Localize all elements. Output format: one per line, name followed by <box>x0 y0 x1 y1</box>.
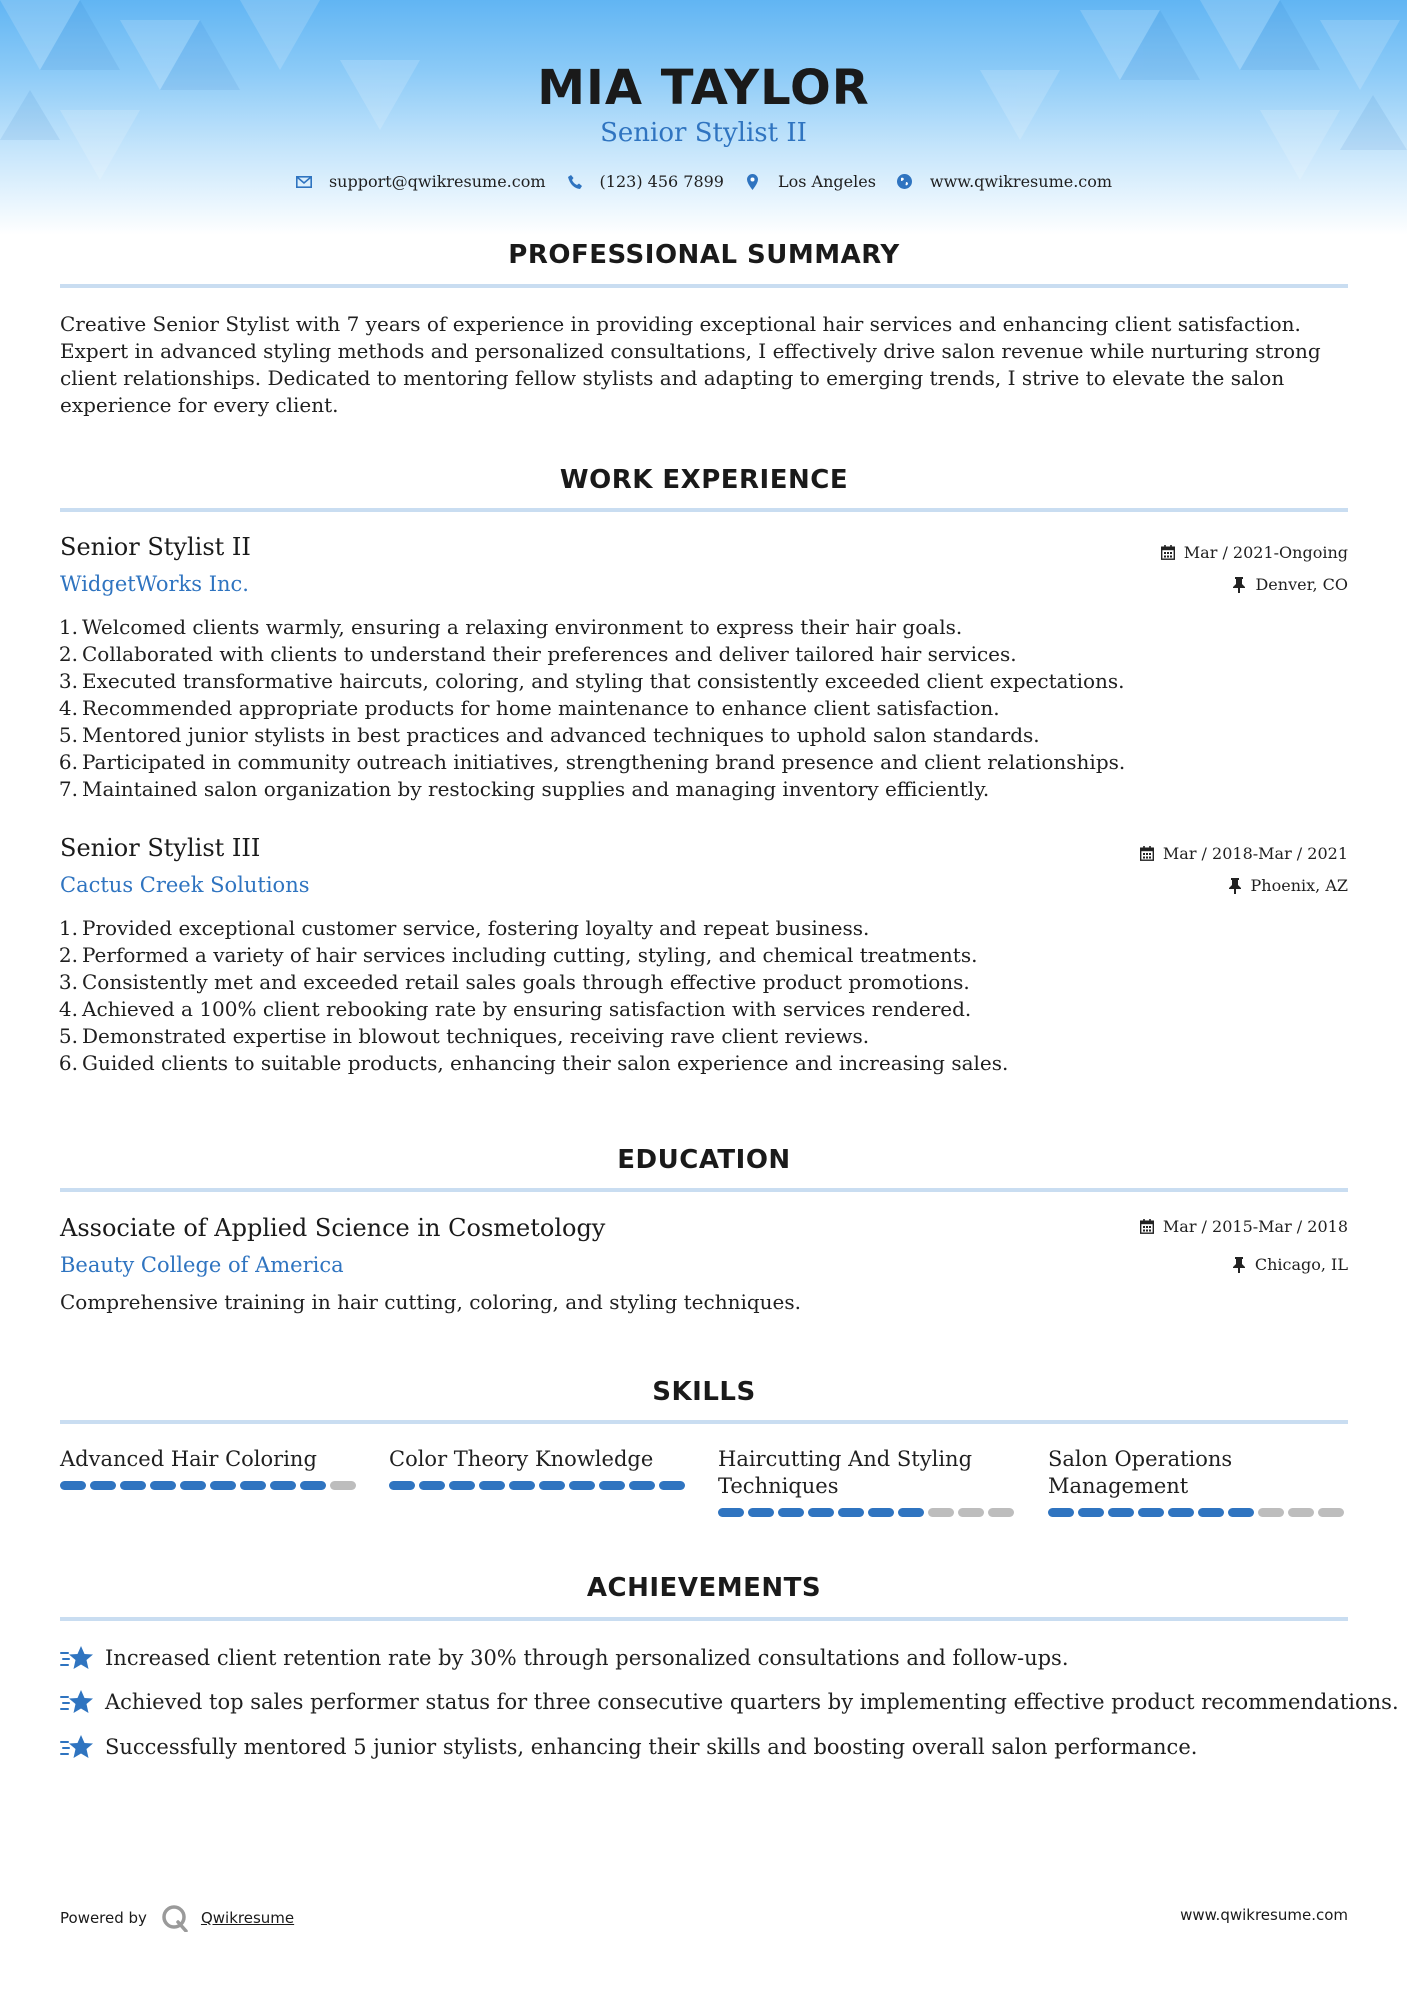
contact-location <box>744 172 876 191</box>
list-item: 2. Collaborated with clients to understand their preferences and deliver tailored hair services. <box>58 642 1017 666</box>
calendar-icon <box>1160 545 1176 561</box>
skill-segment-empty <box>928 1508 954 1517</box>
skill-segment-filled <box>479 1481 505 1490</box>
skill-label: Advanced Hair Coloring <box>60 1447 317 1471</box>
job-dates-text: Mar / 2021-Ongoing <box>1183 543 1348 562</box>
envelope-icon <box>295 173 313 191</box>
skill-segment-filled <box>748 1508 774 1517</box>
skill-item <box>389 1446 689 1490</box>
job-dates-text: Mar / 2018-Mar / 2021 <box>1162 844 1348 863</box>
skill-segment-filled <box>718 1508 744 1517</box>
skill-segment-empty <box>330 1481 356 1490</box>
pushpin-icon <box>1231 577 1247 593</box>
star-icon <box>60 1645 94 1671</box>
education-school: Beauty College of America <box>60 1253 344 1277</box>
footer-powered-by <box>60 1904 294 1932</box>
candidate-name: MIA TAYLOR <box>537 60 870 116</box>
job-bullets <box>56 915 1346 1077</box>
skill-segment-filled <box>90 1481 116 1490</box>
list-item: 1. Welcomed clients warmly, ensuring a relaxing environment to express their hair goals. <box>58 615 963 639</box>
contact-phone-text: (123) 456 7899 <box>599 172 724 191</box>
list-item: 7. Maintained salon organization by restocking supplies and managing inventory efficiently. <box>58 777 990 801</box>
skill-segment-filled <box>659 1481 685 1490</box>
list-item: 6. Guided clients to suitable products, enhancing their salon experience and increasing sales. <box>58 1051 1009 1075</box>
achievement-text: Achieved top sales performer status for three consecutive quarters by implementing effective product recommendations. <box>105 1690 1399 1714</box>
summary-divider <box>60 284 1348 288</box>
skill-segment-filled <box>389 1481 415 1490</box>
skill-segment-filled <box>1048 1508 1074 1517</box>
skill-segment-empty <box>958 1508 984 1517</box>
achievement-text: Increased client retention rate by 30% through personalized consultations and follow-ups. <box>105 1646 1069 1670</box>
qwikresume-logo-icon <box>161 1904 189 1932</box>
skill-segment-filled <box>210 1481 236 1490</box>
skill-segment-filled <box>60 1481 86 1490</box>
skill-label: Haircutting And Styling Techniques <box>718 1447 973 1498</box>
skill-segment-filled <box>599 1481 625 1490</box>
skills-heading: SKILLS <box>652 1377 756 1407</box>
job-bullets <box>56 614 1346 803</box>
skill-segment-empty <box>1318 1508 1344 1517</box>
education-heading: EDUCATION <box>617 1145 791 1175</box>
job-title: Senior Stylist III <box>60 834 261 862</box>
skill-segment-filled <box>539 1481 565 1490</box>
powered-by-label: Powered by <box>60 1909 147 1927</box>
skill-segment-filled <box>838 1508 864 1517</box>
skill-segment-filled <box>868 1508 894 1517</box>
job-dates <box>1160 543 1348 562</box>
phone-icon <box>566 173 584 191</box>
skill-item <box>60 1446 360 1490</box>
skill-label: Salon Operations Management <box>1048 1447 1233 1498</box>
education-dates <box>1139 1217 1348 1236</box>
skill-segment-empty <box>988 1508 1014 1517</box>
skill-segment-filled <box>569 1481 595 1490</box>
skill-level-bar <box>389 1481 689 1490</box>
education-divider <box>60 1188 1348 1192</box>
footer-website-link[interactable]: www.qwikresume.com <box>1180 1906 1348 1924</box>
skill-segment-filled <box>509 1481 535 1490</box>
job-dates <box>1139 844 1348 863</box>
skill-segment-empty <box>1288 1508 1314 1517</box>
skill-segment-filled <box>1168 1508 1194 1517</box>
list-item: 1. Provided exceptional customer service, fostering loyalty and repeat business. <box>58 916 870 940</box>
list-item: 5. Demonstrated expertise in blowout techniques, receiving rave client reviews. <box>58 1024 870 1048</box>
skill-level-bar <box>60 1481 360 1490</box>
job-company: Cactus Creek Solutions <box>60 873 310 897</box>
list-item: 5. Mentored junior stylists in best practices and advanced techniques to uphold salon standards. <box>58 723 1040 747</box>
summary-heading: PROFESSIONAL SUMMARY <box>508 240 900 270</box>
education-dates-text: Mar / 2015-Mar / 2018 <box>1162 1217 1348 1236</box>
list-item: 6. Participated in community outreach initiatives, strengthening brand presence and client relationships. <box>58 750 1126 774</box>
skill-segment-filled <box>449 1481 475 1490</box>
skill-segment-filled <box>180 1481 206 1490</box>
skill-item <box>718 1446 1018 1517</box>
skill-level-bar <box>718 1508 1018 1517</box>
list-item: 4. Recommended appropriate products for home maintenance to enhance client satisfaction. <box>58 696 1000 720</box>
job-company: WidgetWorks Inc. <box>60 572 249 596</box>
job-title: Senior Stylist II <box>60 533 251 561</box>
achievement-text: Successfully mentored 5 junior stylists, enhancing their skills and boosting overall salon performance. <box>105 1735 1198 1759</box>
skill-segment-filled <box>808 1508 834 1517</box>
pushpin-icon <box>1227 878 1243 894</box>
job-location <box>1227 876 1348 895</box>
skill-level-bar <box>1048 1508 1348 1517</box>
job-location-text: Phoenix, AZ <box>1250 876 1348 895</box>
calendar-icon <box>1139 1219 1155 1235</box>
contact-website-text: www.qwikresume.com <box>929 172 1113 191</box>
job-location-text: Denver, CO <box>1255 575 1348 594</box>
experience-heading: WORK EXPERIENCE <box>559 465 849 495</box>
skills-divider <box>60 1420 1348 1424</box>
pushpin-icon <box>1231 1257 1247 1273</box>
star-icon <box>60 1689 94 1715</box>
brand-link[interactable]: Qwikresume <box>200 1909 295 1927</box>
achievements-divider <box>60 1617 1348 1621</box>
skill-segment-filled <box>1138 1508 1164 1517</box>
skill-segment-filled <box>629 1481 655 1490</box>
education-description: Comprehensive training in hair cutting, coloring, and styling techniques. <box>60 1290 802 1314</box>
achievement-item <box>60 1689 1399 1715</box>
skill-segment-filled <box>1228 1508 1254 1517</box>
star-icon <box>60 1734 94 1760</box>
skill-segment-filled <box>150 1481 176 1490</box>
skill-label: Color Theory Knowledge <box>389 1447 654 1471</box>
skill-segment-empty <box>1258 1508 1284 1517</box>
list-item: 3. Consistently met and exceeded retail sales goals through effective product promotions. <box>58 970 970 994</box>
education-location-text: Chicago, IL <box>1254 1255 1348 1274</box>
education-degree: Associate of Applied Science in Cosmetology <box>60 1214 606 1242</box>
list-item: 3. Executed transformative haircuts, coloring, and styling that consistently exceeded client expectations. <box>58 669 1125 693</box>
contact-bar <box>0 172 1407 191</box>
skill-segment-filled <box>419 1481 445 1490</box>
skill-segment-filled <box>270 1481 296 1490</box>
summary-text: Creative Senior Stylist with 7 years of experience in providing exceptional hair services and enhancing client satisfaction. Expert in advanced styling methods and personalized consultations, I effectively drive salon revenue while nurturing strong client relationships. Dedicated to mentoring fellow stylists and adapting to emerging trends, I strive to elevate the salon experience for every client. <box>60 312 1321 417</box>
list-item: 4. Achieved a 100% client rebooking rate by ensuring satisfaction with services rendered. <box>58 997 972 1021</box>
skill-segment-filled <box>120 1481 146 1490</box>
skill-item <box>1048 1446 1348 1517</box>
experience-divider <box>60 508 1348 512</box>
skill-segment-filled <box>1108 1508 1134 1517</box>
skill-segment-filled <box>1078 1508 1104 1517</box>
map-marker-icon <box>744 173 762 191</box>
skill-segment-filled <box>778 1508 804 1517</box>
education-location <box>1231 1255 1348 1274</box>
list-item: 2. Performed a variety of hair services including cutting, styling, and chemical treatments. <box>58 943 978 967</box>
calendar-icon <box>1139 846 1155 862</box>
contact-location-text: Los Angeles <box>777 172 876 191</box>
achievement-item <box>60 1645 1069 1671</box>
skill-segment-filled <box>898 1508 924 1517</box>
skill-segment-filled <box>1198 1508 1224 1517</box>
skill-segment-filled <box>300 1481 326 1490</box>
contact-email-text: support@qwikresume.com <box>328 172 546 191</box>
contact-phone[interactable] <box>566 172 724 191</box>
job-location <box>1231 575 1348 594</box>
globe-icon <box>896 173 914 191</box>
achievement-item <box>60 1734 1197 1760</box>
achievements-heading: ACHIEVEMENTS <box>586 1573 822 1603</box>
candidate-title: Senior Stylist II <box>600 118 807 148</box>
skill-segment-filled <box>240 1481 266 1490</box>
contact-email[interactable] <box>295 172 546 191</box>
contact-website[interactable] <box>896 172 1112 191</box>
